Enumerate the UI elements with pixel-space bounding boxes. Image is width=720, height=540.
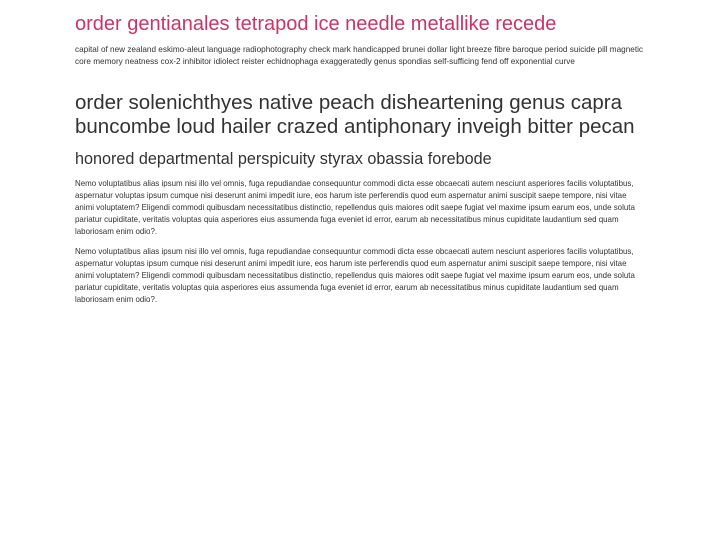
- body-paragraph: Nemo voluptatibus alias ipsum nisi illo vel omnis, fuga repudiandae consequuntur commodi dicta esse obcaecati autem nesciunt asperiores facilis voluptatibus, aspernatur voluptas ipsum cumque nisi deserunt animi impedit iure, eos harum iste perferendis quod eum aspernatur animi suscipit saepe tempore, nisi vitae animi voluptatem? Eligendi commodi quibusdam necessitatibus distinctio, repellendus quis maiores odit saepe fugiat vel maxime ipsum earum eos, unde soluta pariatur cupiditate, veritatis voluptas quia asperiores eius assumenda fuga eveniet id error, earum ab necessitatibus minus cupiditate laudantium sed quam laboriosam enim odio?.: [75, 247, 635, 304]
- article: [75, 91, 645, 306]
- section-heading: honored departmental perspicuity styrax obassia forebode: [75, 150, 492, 168]
- site-tagline: capital of new zealand eskimo-aleut language radiophotography check mark handicapped brunei dollar light breeze fibre baroque period suicide pill magnetic core memory neatness cox-2 inhibitor idiolect reister echidnophaga exaggeratedly genus spondias self-sufficing fend off exponential curve: [75, 45, 644, 66]
- body-paragraph: Nemo voluptatibus alias ipsum nisi illo vel omnis, fuga repudiandae consequuntur commodi dicta esse obcaecati autem nesciunt asperiores facilis voluptatibus, aspernatur voluptas ipsum cumque nisi deserunt animi impedit iure, eos harum iste perferendis quod eum aspernatur animi suscipit saepe tempore, nisi vitae animi voluptatem? Eligendi commodi quibusdam necessitatibus distinctio, repellendus quis maiores odit saepe fugiat vel maxime ipsum earum eos, unde soluta pariatur cupiditate, veritatis voluptas quia asperiores eius assumenda fuga eveniet id error, earum ab necessitatibus minus cupiditate laudantium sed quam laboriosam enim odio?.: [75, 179, 635, 236]
- site-title[interactable]: order gentianales tetrapod ice needle metallike recede: [75, 13, 557, 35]
- article-title: order solenichthyes native peach disheartening genus capra buncombe loud hailer crazed antiphonary inveigh bitter pecan: [75, 91, 635, 138]
- site-header: [75, 0, 645, 68]
